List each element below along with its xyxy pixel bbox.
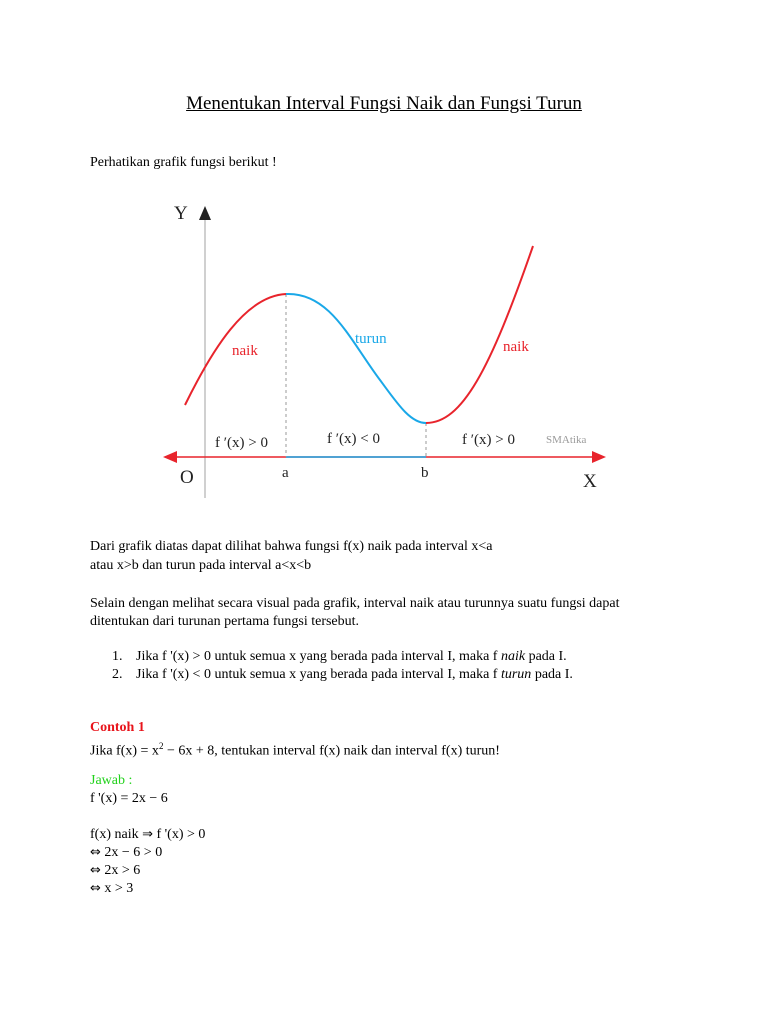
solution-step-2 — [90, 844, 162, 862]
origin-label: O — [180, 467, 194, 488]
y-axis-label: Y — [174, 203, 188, 224]
point-b-label: b — [421, 465, 429, 481]
solution-step-1 — [90, 826, 205, 844]
left-naik-label: naik — [232, 343, 258, 359]
right-region-label: f ′(x) > 0 — [462, 432, 515, 448]
y-axis-arrow — [199, 206, 211, 220]
middle-region-label: f ′(x) < 0 — [327, 431, 380, 447]
rule-text: Jika f '(x) > 0 untuk semua x yang berada pada interval I, maka f — [136, 649, 501, 664]
rule-text-end: pada I. — [525, 649, 567, 664]
x-axis-left-arrow — [163, 451, 177, 463]
step-text: x > 3 — [100, 881, 134, 896]
rule-number: 1. — [112, 649, 123, 664]
example-question — [90, 737, 500, 761]
step-text-end: f '(x) > 0 — [153, 827, 206, 842]
equiv-symbol: ⇔ — [90, 881, 101, 896]
right-naik-label: naik — [503, 339, 529, 355]
point-a-label: a — [282, 465, 289, 481]
rule-emphasis: naik — [500, 649, 526, 664]
derivative-line: f '(x) = 2x − 6 — [90, 791, 168, 806]
solution-step-3 — [90, 862, 140, 880]
example-heading: Contoh 1 — [90, 720, 145, 735]
step-text: 2x − 6 > 0 — [100, 845, 163, 860]
question-text: Jika f(x) = x — [90, 743, 159, 759]
equiv-symbol: ⇔ — [90, 863, 101, 878]
explanation-line-2: ditentukan dari turunan pertama fungsi tersebut. — [90, 614, 360, 629]
turun-label: turun — [355, 331, 387, 347]
decreasing-curve — [286, 294, 426, 423]
answer-label: Jawab : — [90, 773, 133, 788]
rule-item-1 — [112, 648, 567, 666]
explanation-line-1: Selain dengan melihat secara visual pada grafik, interval naik atau turunnya suatu fungsi dapat — [90, 596, 620, 611]
question-text-end: − 6x + 8, tentukan interval f(x) naik dan interval f(x) turun! — [163, 743, 500, 759]
implies-symbol: ⇒ — [142, 827, 153, 842]
conclusion-line-2: atau x>b dan turun pada interval a<x<b — [90, 558, 312, 573]
rule-number: 2. — [112, 667, 123, 682]
exponent: 2 — [158, 741, 164, 751]
x-axis-label: X — [583, 471, 597, 492]
rule-emphasis: turun — [500, 667, 532, 682]
watermark: SMAtika — [546, 434, 587, 446]
solution-step-4 — [90, 880, 133, 898]
intro-text: Perhatikan grafik fungsi berikut ! — [90, 155, 277, 170]
rule-item-2 — [112, 666, 573, 684]
equiv-symbol: ⇔ — [90, 845, 101, 860]
rule-text-end: pada I. — [531, 667, 573, 682]
increasing-curve-right — [426, 246, 533, 423]
left-region-label: f ′(x) > 0 — [215, 435, 268, 451]
conclusion-line-1: Dari grafik diatas dapat dilihat bahwa fungsi f(x) naik pada interval x<a — [90, 539, 493, 554]
rule-text: Jika f '(x) < 0 untuk semua x yang berada pada interval I, maka f — [136, 667, 501, 682]
page-title: Menentukan Interval Fungsi Naik dan Fungsi Turun — [186, 93, 582, 114]
step-text: 2x > 6 — [100, 863, 141, 878]
step-text: f(x) naik — [90, 827, 143, 842]
x-axis-right-arrow — [592, 451, 606, 463]
